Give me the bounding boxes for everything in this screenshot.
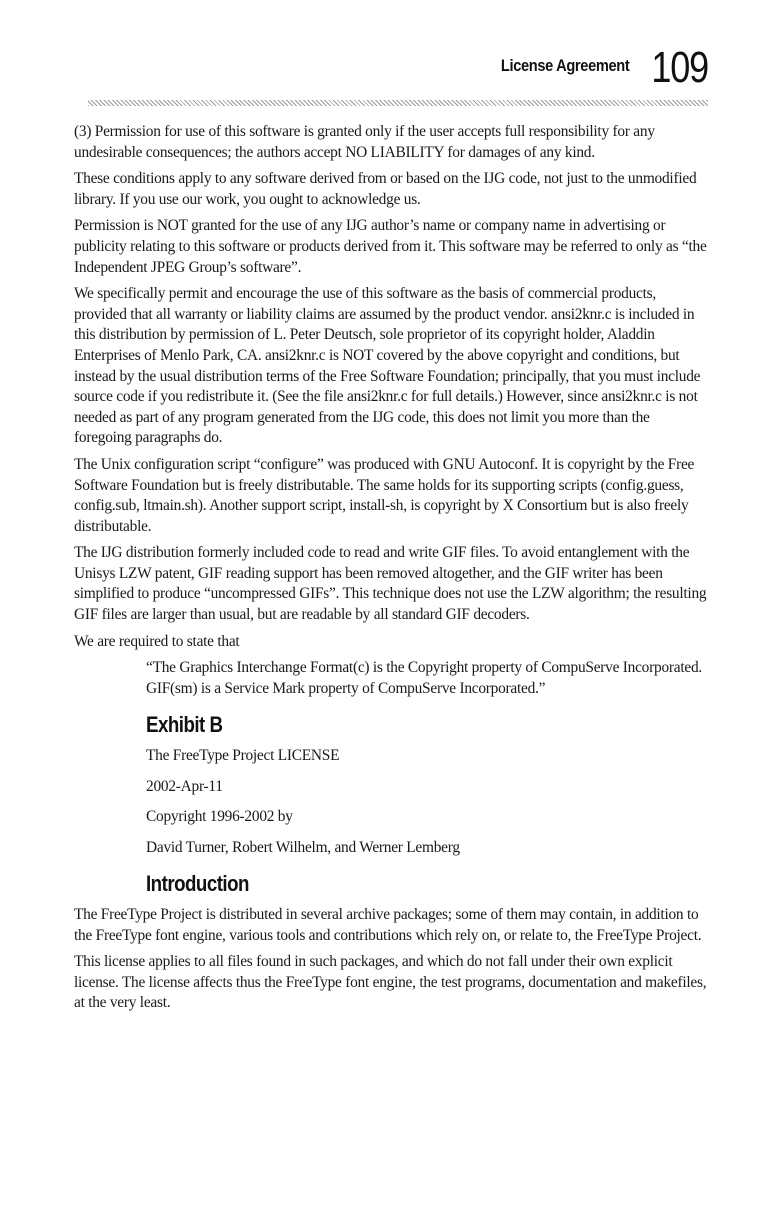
authors-line: David Turner, Robert Wilhelm, and Werner Lemberg	[146, 838, 460, 856]
paragraph-commercial: We specifically permit and encourage the use of this software as the basis of commercial products, provided that all warranty or liability claims are assumed by the product vendor. ansi2knr.c is included in this distribution by permission of L. Peter Deutsch, sole proprietor of its copyright holder, Aladdin Enterprises of Menlo Park, CA. ansi2knr.c is NOT covered by the above copyright and conditions, but instead by the usual distribution terms of the Free Software Foundation; principally, that you must include source code if you redistribute it. (See the file ansi2knr.c for full details.) However, since ansi2knr.c is not needed as part of any program generated from the IJG code, this does not limit you more than the foregoing paragraphs do.	[74, 285, 701, 447]
freetype-license-header	[146, 746, 710, 858]
license-date-line: 2002-Apr-11	[146, 777, 223, 795]
page-number: 109	[651, 43, 708, 92]
paragraph-gif: The IJG distribution formerly included code to read and write GIF files. To avoid entanglement with the Unisys LZW patent, GIF reading support has been removed altogether, and the GIF writer has been simplified to produce “uncompressed GIFs”. This technique does not use the LZW algorithm; the resulting GIF files are larger than usual, but are readable by all standard GIF decoders.	[74, 544, 707, 624]
paragraph-configure: The Unix configuration script “configure” was produced with GNU Autoconf. It is copyright by the Free Software Foundation but is freely distributable. The same holds for its supporting scripts (config.guess, config.sub, ltmain.sh). Another support script, install-sh, is copyright by X Consortium but is also freely distributable.	[74, 455, 695, 535]
copyright-line: Copyright 1996-2002 by	[146, 808, 293, 826]
header-rule	[88, 100, 708, 106]
paragraph-name-use: Permission is NOT granted for the use of any IJG author’s name or company name in advertising or publicity relating to this software or products derived from it. This software may be referred to only as “the Independent JPEG Group’s software”.	[74, 217, 707, 276]
paragraph-intro-distribution: The FreeType Project is distributed in several archive packages; some of them may contain, in addition to the FreeType font engine, various tools and contributions which rely on, or relate to, the FreeType Project.	[74, 906, 702, 944]
license-title-line: The FreeType Project LICENSE	[146, 747, 340, 765]
paragraph-permission: (3) Permission for use of this software is granted only if the user accepts full responsibility for any undesirable consequences; the authors accept NO LIABILITY for damages of any kind.	[74, 123, 655, 161]
exhibit-b-section	[74, 712, 710, 897]
compuserve-quote: “The Graphics Interchange Format(c) is the Copyright property of CompuServe Incorporated. GIF(sm) is a Service Mark property of CompuServe Incorporated.”	[146, 659, 702, 697]
paragraph-conditions: These conditions apply to any software derived from or based on the IJG code, not just to the unmodified library. If you use our work, you ought to acknowledge us.	[74, 170, 697, 208]
paragraph-required-statement: We are required to state that	[74, 632, 240, 650]
page-content	[74, 122, 710, 1020]
paragraph-intro-scope: This license applies to all files found in such packages, and which do not fall under their own explicit license. The license affects thus the FreeType font engine, the test programs, documentation and makefiles, at the very least.	[74, 953, 707, 1012]
running-header-title: License Agreement	[500, 56, 630, 75]
page-header	[74, 38, 708, 90]
exhibit-b-heading: Exhibit B	[146, 712, 223, 738]
introduction-heading: Introduction	[146, 871, 249, 897]
